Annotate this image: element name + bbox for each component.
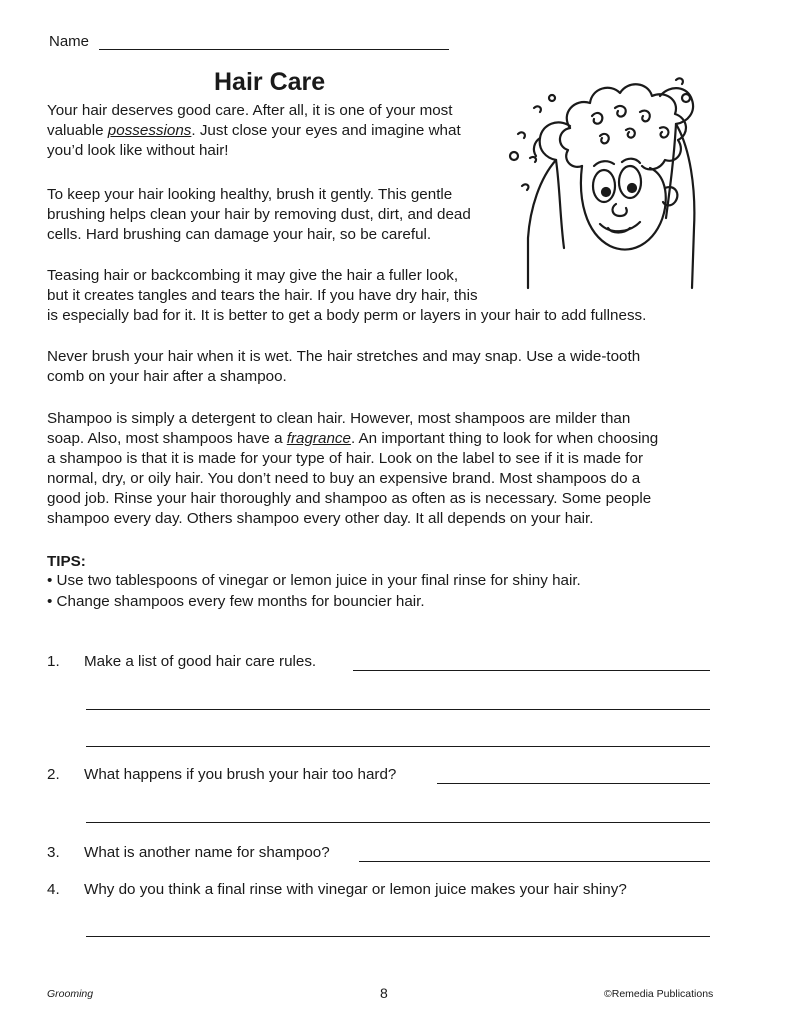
answer-line[interactable] [353,670,710,671]
question-4 [47,881,711,901]
shampoo-line [47,429,737,449]
tip-item: • Use two tablespoons of vinegar or lemon juice in your final rinse for shiny hair. [47,572,581,589]
question-text: What happens if you brush your hair too hard? [84,766,397,783]
wet-hair-line: comb on your hair after a shampoo. [47,368,287,385]
question-text: What is another name for shampoo? [84,844,330,861]
shampoo-line-2-post: . An important thing to look for when choosing [350,430,659,447]
name-label: Name [49,33,90,50]
intro-line-3: you’d look like without hair! [47,142,229,159]
name-field-row [49,33,449,50]
footer-subject: Grooming [47,988,94,1000]
teasing-paragraph [47,266,737,326]
page-number: 8 [380,985,388,1001]
intro-paragraph [47,101,499,161]
answer-line[interactable] [86,746,710,747]
teasing-line: but it creates tangles and tears the hair. If you have dry hair, this [47,287,478,304]
shampoo-line-2-pre: soap. Also, most shampoos have a [47,430,287,447]
intro-line-2 [47,121,499,141]
shampoo-paragraph [47,409,737,529]
worried-boy-illustration [500,68,710,293]
teasing-line: Teasing hair or backcombing it may give the hair a fuller look, [47,267,459,284]
answer-line[interactable] [359,861,710,862]
answer-line[interactable] [437,783,710,784]
brushing-line: To keep your hair looking healthy, brush it gently. This gentle [47,186,453,203]
shampoo-line: good job. Rinse your hair thoroughly and shampoo as often as is necessary. Some people [47,490,652,507]
question-number: 4. [47,881,60,898]
shampoo-line: Shampoo is simply a detergent to clean hair. However, most shampoos are milder than [47,410,631,427]
brushing-line: cells. Hard brushing can damage your hair, so be careful. [47,226,432,243]
question-text: Make a list of good hair care rules. [84,653,317,670]
brushing-paragraph [47,185,499,245]
answer-line[interactable] [86,936,710,937]
intro-line-2-pre: valuable [47,122,108,139]
answer-line[interactable] [86,822,710,823]
brushing-line: brushing helps clean your hair by removing dust, dirt, and dead [47,206,471,223]
intro-line-1: Your hair deserves good care. After all, it is one of your most [47,102,453,119]
teasing-line: is especially bad for it. It is better to get a body perm or layers in your hair to add fullness. [47,307,647,324]
tip-item: • Change shampoos every few months for bouncier hair. [47,593,425,610]
tips-heading: TIPS: [47,553,86,570]
shampoo-line: normal, dry, or oily hair. You don’t need to buy an expensive brand. Most shampoos do a [47,470,641,487]
question-text: Why do you think a final rinse with vinegar or lemon juice makes your hair shiny? [84,881,627,898]
wet-hair-paragraph [47,347,737,387]
question-number: 2. [47,766,60,783]
question-number: 3. [47,844,60,861]
vocab-word-possessions: possessions [107,122,192,139]
vocab-word-fragrance: fragrance [286,430,351,447]
shampoo-line: a shampoo is that it is made for your type of hair. Look on the label to see if it is made for [47,450,644,467]
shampoo-line: shampoo every day. Others shampoo every other day. It all depends on your hair. [47,510,594,527]
intro-line-2-post: . Just close your eyes and imagine what [191,122,461,139]
question-number: 1. [47,653,60,670]
name-input-line[interactable] [99,35,449,50]
page-title: Hair Care [214,68,326,96]
footer-publisher: ©Remedia Publications [604,988,714,1000]
answer-line[interactable] [86,709,710,710]
wet-hair-line: Never brush your hair when it is wet. The hair stretches and may snap. Use a wide-tooth [47,348,641,365]
